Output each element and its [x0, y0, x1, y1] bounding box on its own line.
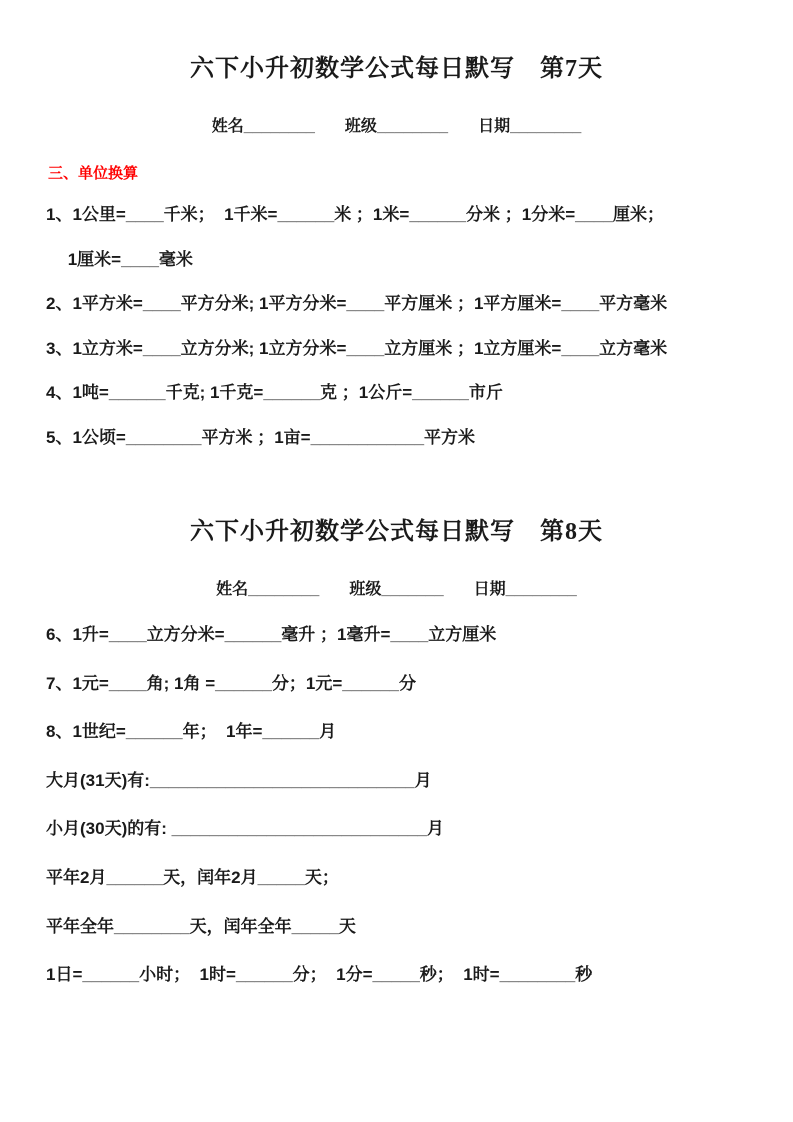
day7-meta-row: [46, 113, 747, 136]
worksheet-line: 平年2月______天，闰年2月_____天；: [46, 868, 339, 888]
day8-section: [46, 511, 747, 984]
worksheet-line: 小月(30天)的有: ___________________________月: [46, 819, 444, 839]
day8-meta-row: [46, 576, 747, 599]
worksheet-line: 4、1吨=______千克; 1千克=______克 ；1公斤=______市斤: [46, 383, 503, 403]
name-blank: 姓名________: [211, 118, 315, 135]
day7-section: [46, 48, 747, 447]
unit-conversion-heading: 三、单位换算: [48, 165, 139, 182]
day7-title: 六下小升初数学公式每日默写 第7天: [190, 56, 603, 82]
worksheet-line: 3、1立方米=____立方分米; 1立方分米=____立方厘米 ；1立方厘米=____立方毫米: [46, 338, 668, 358]
class-blank: 班级_______: [349, 581, 444, 599]
worksheet-line: 大月(31天)有:____________________________月: [46, 770, 432, 790]
worksheet-line: 7、1元=____角; 1角 =______分；1元=______分: [46, 673, 416, 693]
worksheet-line: 1、1公里=____千米； 1千米=______米 ；1米=______分米 ；1分米=____厘米；: [46, 205, 664, 224]
worksheet-line: 8、1世纪=______年； 1年=______月: [46, 722, 337, 742]
worksheet-line: 平年全年________天，闰年全年_____天: [46, 916, 356, 936]
date-blank: 日期________: [473, 581, 577, 599]
day8-title: 六下小升初数学公式每日默写 第8天: [190, 519, 603, 546]
worksheet-line-continuation: 1厘米=____毫米: [46, 249, 193, 269]
date-blank: 日期________: [478, 118, 582, 135]
worksheet-line: 5、1公顷=________平方米 ；1亩=____________平方米: [46, 427, 476, 447]
worksheet-line: 1日=______小时； 1时=______分； 1分=_____秒； 1时=________秒: [46, 965, 593, 985]
worksheet-line: 2、1平方米=____平方分米; 1平方分米=____平方厘米 ；1平方厘米=____平方毫米: [46, 294, 668, 314]
name-blank: 姓名________: [216, 581, 320, 599]
class-blank: 班级________: [344, 118, 449, 135]
worksheet-line: 6、1升=____立方分米=______毫升 ；1毫升=____立方厘米: [46, 625, 497, 645]
